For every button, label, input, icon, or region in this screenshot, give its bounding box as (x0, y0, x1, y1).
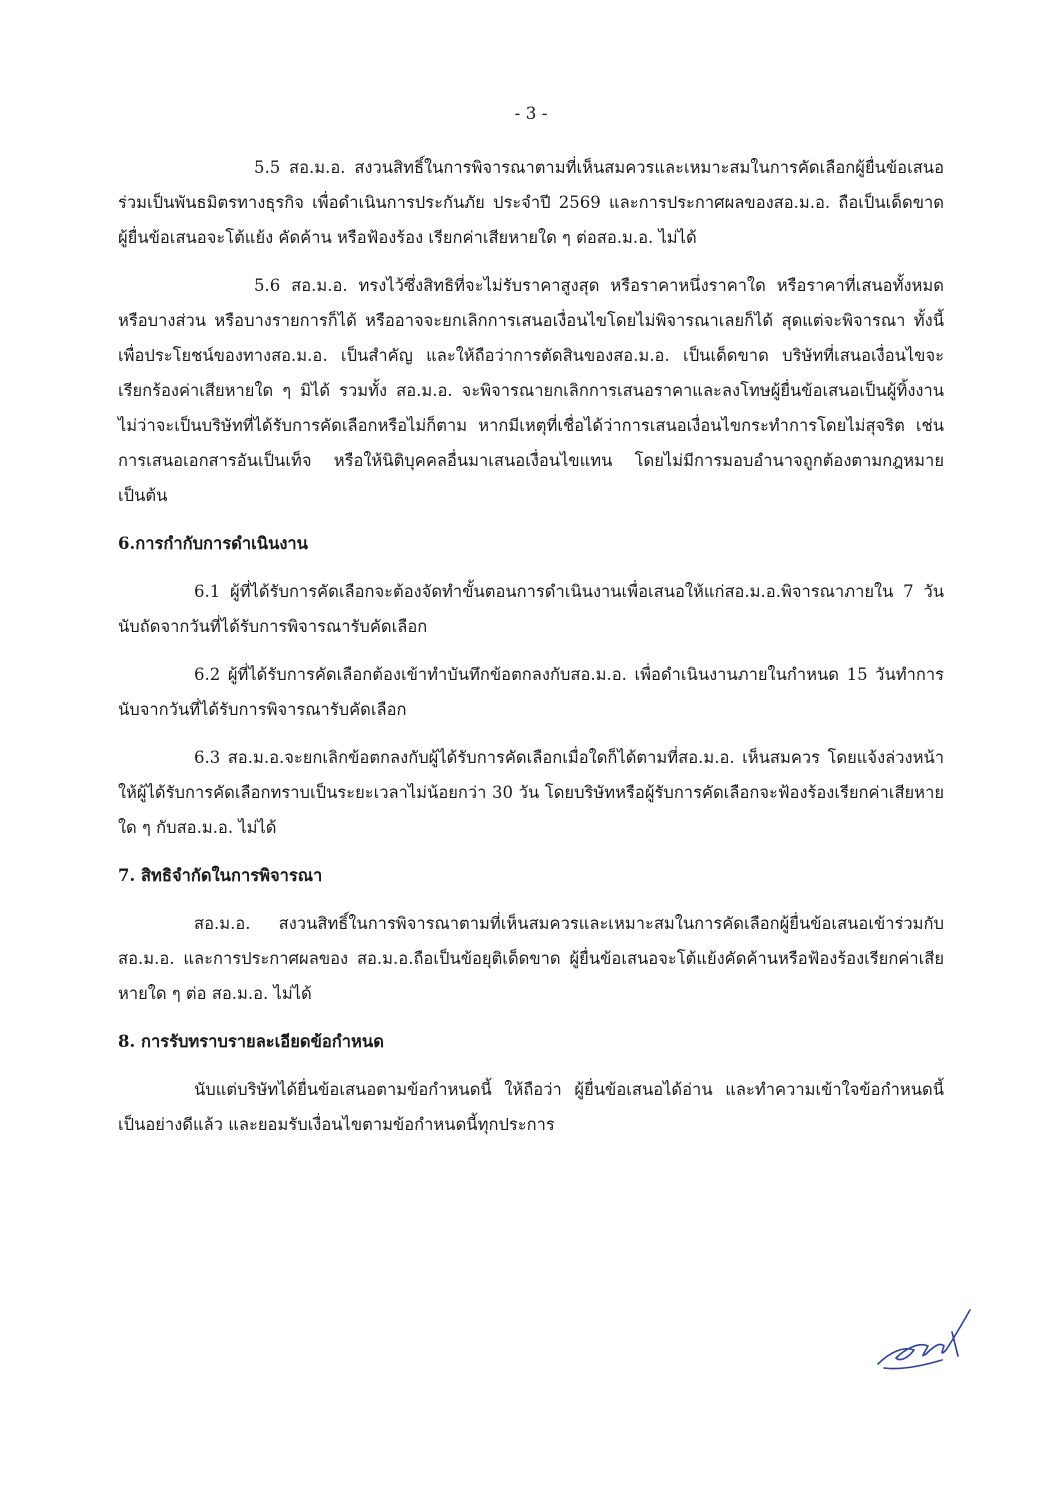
clause-5-5: 5.5 สอ.ม.อ. สงวนสิทธิ์ในการพิจารณาตามที่เห็นสมควรและเหมาะสมในการคัดเลือกผู้ยื่นข้อเสนอร่วมเป็นพันธมิตรทางธุรกิจ เพื่อดำเนินการประกันภัย ประจำปี 2569 และการประกาศผลของสอ.ม.อ. ถือเป็นเด็ดขาด ผู้ยื่นข้อเสนอจะโต้แย้ง คัดค้าน หรือฟ้องร้อง เรียกค่าเสียหายใด ๆ ต่อสอ.ม.อ. ไม่ได้ (118, 158, 944, 247)
clause-6-1: 6.1 ผู้ที่ได้รับการคัดเลือกจะต้องจัดทำขั้นตอนการดำเนินงานเพื่อเสนอให้แก่สอ.ม.อ.พิจารณาภายใน 7 วัน นับถัดจากวันที่ได้รับการพิจารณารับคัดเลือก (118, 582, 944, 636)
page-number: - 3 - (514, 104, 548, 124)
heading-section-6: 6.การกำกับการดำเนินงาน (118, 534, 308, 553)
clause-7: สอ.ม.อ. สงวนสิทธิ์ในการพิจารณาตามที่เห็นสมควรและเหมาะสมในการคัดเลือกผู้ยื่นข้อเสนอเข้าร่วมกับสอ.ม.อ. และการประกาศผลของ สอ.ม.อ.ถือเป็นข้อยุติเด็ดขาด ผู้ยื่นข้อเสนอจะโต้แย้งคัดค้านหรือฟ้องร้องเรียกค่าเสียหายใด ๆ ต่อ สอ.ม.อ. ไม่ได้ (118, 914, 944, 1003)
heading-section-7: 7. สิทธิจำกัดในการพิจารณา (118, 866, 323, 885)
heading-section-8: 8. การรับทราบรายละเอียดข้อกำหนด (118, 1032, 384, 1051)
clause-6-2: 6.2 ผู้ที่ได้รับการคัดเลือกต้องเข้าทำบันทึกข้อตกลงกับสอ.ม.อ. เพื่อดำเนินงานภายในกำหนด 15 วันทำการ นับจากวันที่ได้รับการพิจารณารับคัดเลือก (118, 665, 944, 719)
clause-5-6: 5.6 สอ.ม.อ. ทรงไว้ซึ่งสิทธิที่จะไม่รับราคาสูงสุด หรือราคาหนึ่งราคาใด หรือราคาที่เสนอทั้งหมด หรือบางส่วน หรือบางรายการก็ได้ หรืออาจจะยกเลิกการเสนอเงื่อนไขโดยไม่พิจารณาเลยก็ได้ สุดแต่จะพิจารณา ทั้งนี้ เพื่อประโยชน์ของทางสอ.ม.อ. เป็นสำคัญ และให้ถือว่าการตัดสินของสอ.ม.อ. เป็นเด็ดขาด บริษัทที่เสนอเงื่อนไขจะเรียกร้องค่าเสียหายใด ๆ มิได้ รวมทั้ง สอ.ม.อ. จะพิจารณายกเลิกการเสนอราคาและลงโทษผู้ยื่นข้อเสนอเป็นผู้ทิ้งงาน ไม่ว่าจะเป็นบริษัทที่ได้รับการคัดเลือกหรือไม่ก็ตาม หากมีเหตุที่เชื่อได้ว่าการเสนอเงื่อนไขกระทำการโดยไม่สุจริต เช่น การเสนอเอกสารอันเป็นเท็จ หรือให้นิติบุคคลอื่นมาเสนอเงื่อนไขแทน โดยไม่มีการมอบอำนาจถูกต้องตามกฎหมาย เป็นต้น (118, 276, 944, 505)
signature-mark (870, 1302, 980, 1382)
clause-6-3: 6.3 สอ.ม.อ.จะยกเลิกข้อตกลงกับผู้ได้รับการคัดเลือกเมื่อใดก็ได้ตามที่สอ.ม.อ. เห็นสมควร โดยแจ้งล่วงหน้าให้ผู้ได้รับการคัดเลือกทราบเป็นระยะเวลาไม่น้อยกว่า 30 วัน โดยบริษัทหรือผู้รับการคัดเลือกจะฟ้องร้องเรียกค่าเสียหายใด ๆ กับสอ.ม.อ. ไม่ได้ (118, 748, 944, 837)
document-body (118, 150, 944, 1155)
clause-8: นับแต่บริษัทได้ยื่นข้อเสนอตามข้อกำหนดนี้ ให้ถือว่า ผู้ยื่นข้อเสนอได้อ่าน และทำความเข้าใจข้อกำหนดนี้เป็นอย่างดีแล้ว และยอมรับเงื่อนไขตามข้อกำหนดนี้ทุกประการ (118, 1080, 944, 1134)
